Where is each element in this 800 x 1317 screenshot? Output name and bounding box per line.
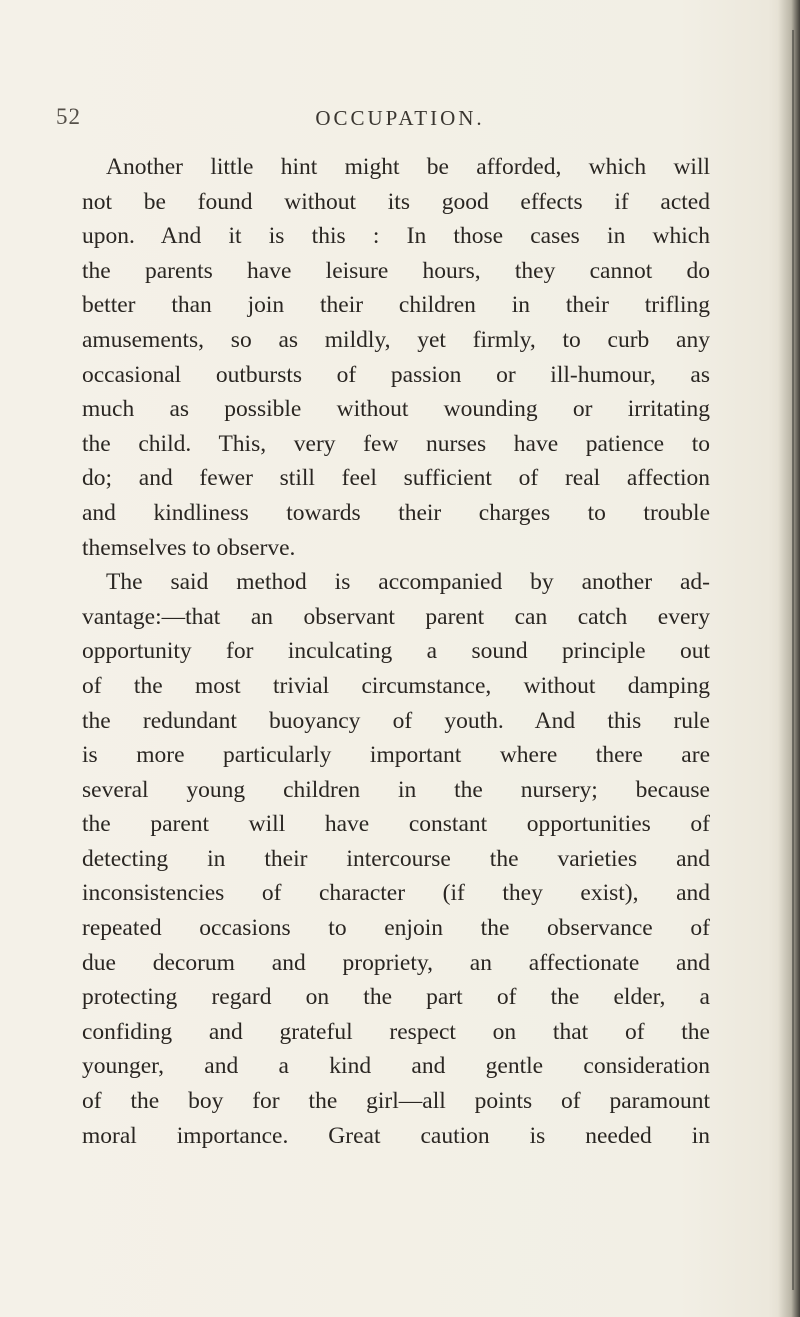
- text-line: the child. This, very few nurses have patience to: [82, 430, 710, 457]
- text-line: do; and fewer still feel sufficient of real affection: [82, 465, 710, 492]
- text-line: confiding and grateful respect on that of the: [82, 1018, 710, 1045]
- text-line: occasional outbursts of passion or ill-humour, as: [82, 361, 710, 388]
- text-line: opportunity for inculcating a sound principle out: [82, 638, 710, 665]
- page-binding-edge: [792, 30, 794, 1290]
- text-line: The said method is accompanied by another ad-: [106, 569, 710, 596]
- text-line: repeated occasions to enjoin the observance of: [82, 915, 710, 942]
- text-line: protecting regard on the part of the elder, a: [82, 984, 710, 1011]
- text-line: amusements, so as mildly, yet firmly, to curb any: [82, 326, 710, 353]
- text-line: detecting in their intercourse the varieties and: [82, 845, 710, 872]
- text-line: not be found without its good effects if acted: [82, 188, 710, 215]
- text-line: better than join their children in their trifling: [82, 292, 710, 319]
- text-line: of the most trivial circumstance, without damping: [82, 672, 710, 699]
- body-text: [82, 150, 710, 1153]
- page-number: 52: [56, 104, 81, 129]
- text-line: inconsistencies of character (if they exist), and: [82, 880, 710, 907]
- text-line: is more particularly important where there are: [82, 742, 710, 769]
- text-line: Another little hint might be afforded, which will: [106, 154, 710, 180]
- text-line: themselves to observe.: [82, 534, 296, 561]
- text-line: the parent will have constant opportunities of: [82, 811, 710, 838]
- running-title: OCCUPATION.: [315, 106, 485, 130]
- text-line: much as possible without wounding or irritating: [82, 396, 710, 423]
- text-line: younger, and a kind and gentle consideration: [82, 1053, 710, 1080]
- text-line: of the boy for the girl—all points of paramount: [82, 1088, 710, 1115]
- text-line: upon. And it is this : In those cases in which: [82, 223, 710, 250]
- text-line: the redundant buoyancy of youth. And this rule: [82, 707, 710, 734]
- text-line: and kindliness towards their charges to trouble: [82, 499, 710, 526]
- text-line: due decorum and propriety, an affectionate and: [82, 949, 710, 976]
- text-line: several young children in the nursery; because: [82, 776, 710, 803]
- page-gutter-shadow: [778, 0, 800, 1317]
- text-line: the parents have leisure hours, they cannot do: [82, 257, 710, 284]
- text-line: moral importance. Great caution is needed in: [82, 1122, 710, 1149]
- text-line: vantage:—that an observant parent can catch every: [82, 603, 710, 630]
